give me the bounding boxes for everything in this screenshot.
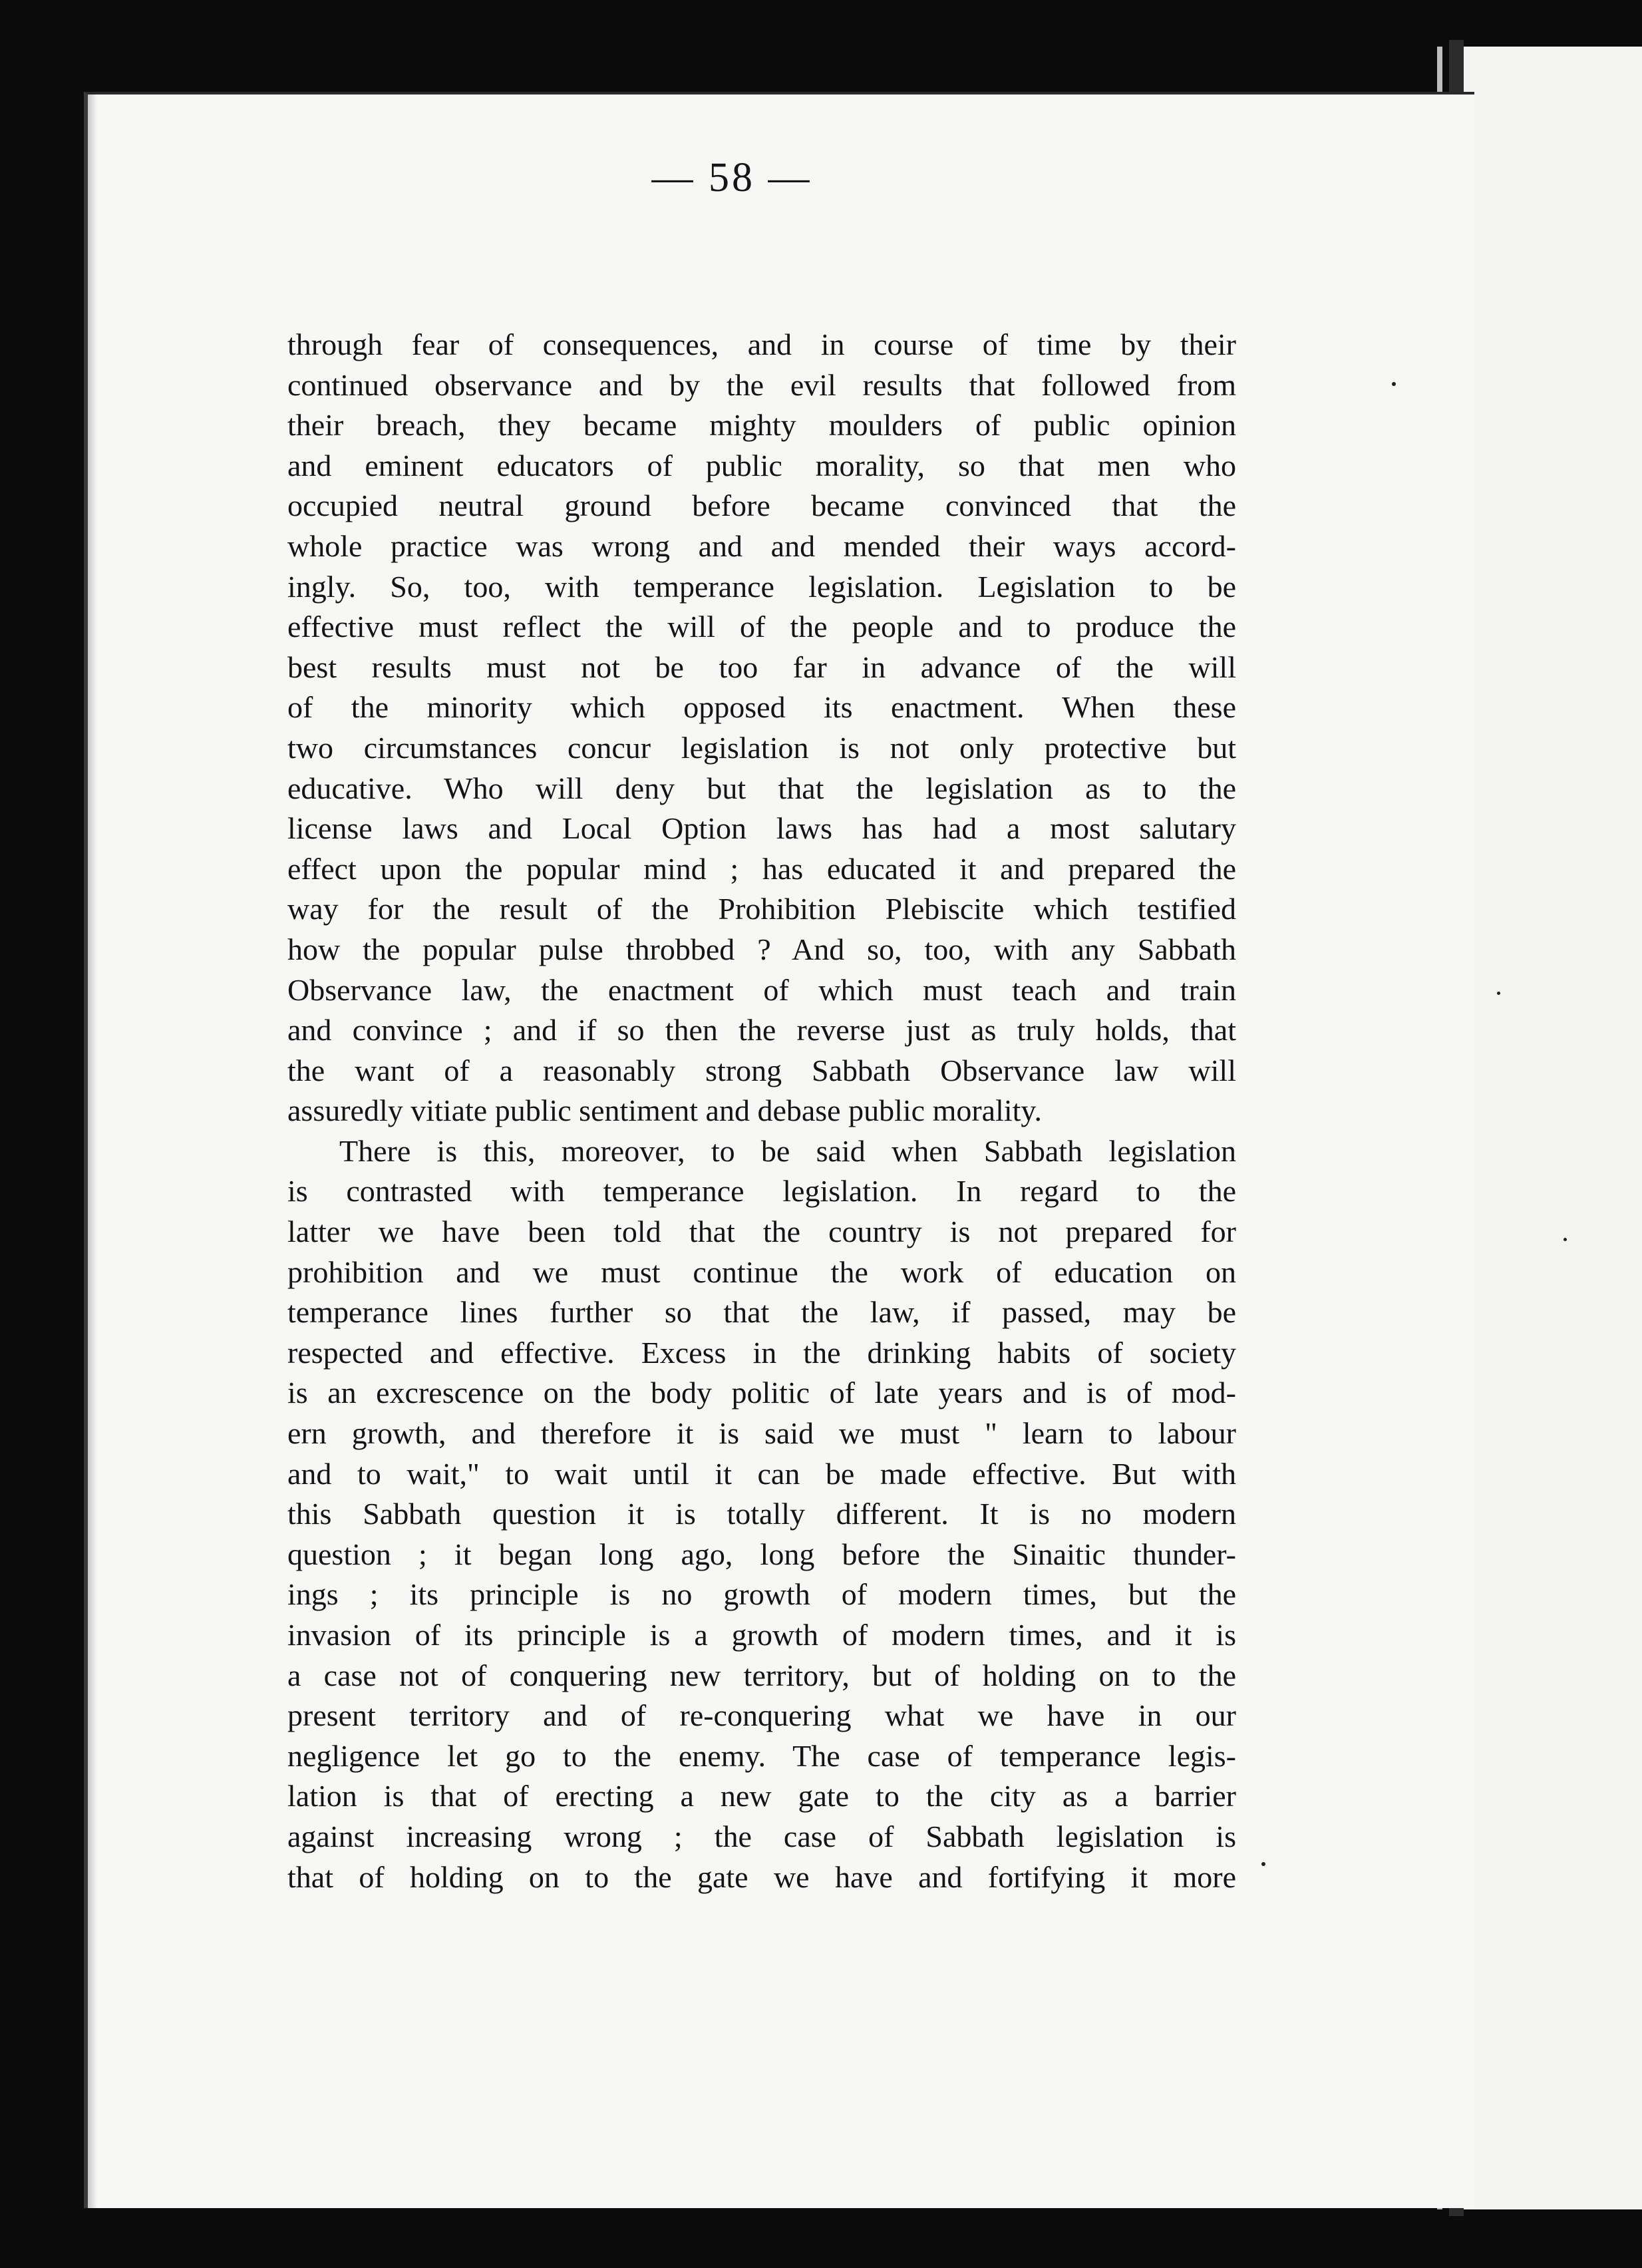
text-line: against increasing wrong ; the case of Sabbath legislation is bbox=[287, 1819, 1236, 1853]
text-line: question ; it began long ago, long before the Sinaitic thunder- bbox=[287, 1537, 1236, 1571]
text-line: occupied neutral ground before became convinced that the bbox=[287, 488, 1236, 523]
text-line: Observance law, the enactment of which must teach and train bbox=[287, 972, 1236, 1007]
text-line: best results must not be too far in advance of the will bbox=[287, 650, 1236, 684]
text-line: temperance lines further so that the law, if passed, may be bbox=[287, 1295, 1236, 1330]
text-line: ern growth, and therefore it is said we must " learn to labour bbox=[287, 1416, 1236, 1451]
text-line: effective must reflect the will of the people and to produce the bbox=[287, 610, 1236, 644]
text-line: way for the result of the Prohibition Plebiscite which testified bbox=[287, 892, 1236, 926]
text-line: effect upon the popular mind ; has educated it and prepared the bbox=[287, 851, 1236, 886]
text-line: assuredly vitiate public sentiment and debase public morality. bbox=[287, 1093, 1042, 1128]
text-line: whole practice was wrong and and mended their ways accord- bbox=[287, 528, 1236, 563]
text-line: prohibition and we must continue the work of education on bbox=[287, 1254, 1236, 1289]
text-line: latter we have been told that the country is not prepared for bbox=[287, 1215, 1236, 1249]
text-line: of the minority which opposed its enactment. When these bbox=[287, 690, 1236, 725]
text-line: ings ; its principle is no growth of modern times, but the bbox=[287, 1577, 1236, 1612]
text-line: license laws and Local Option laws has had a most salutary bbox=[287, 811, 1236, 846]
page-number: — 58 — bbox=[651, 155, 812, 200]
text-line: is an excrescence on the body politic of late years and is of mod- bbox=[287, 1376, 1236, 1410]
text-line: negligence let go to the enemy. The case of temperance legis- bbox=[287, 1738, 1236, 1773]
text-line: the want of a reasonably strong Sabbath Observance law will bbox=[287, 1053, 1236, 1087]
scan-speck bbox=[1392, 382, 1396, 386]
text-line: a case not of conquering new territory, but of holding on to the bbox=[287, 1658, 1236, 1692]
text-line: ingly. So, too, with temperance legislation. Legislation to be bbox=[287, 569, 1236, 604]
text-line: is contrasted with temperance legislation. In regard to the bbox=[287, 1174, 1236, 1209]
text-line: There is this, moreover, to be said when Sabbath legislation bbox=[339, 1133, 1236, 1168]
text-line: and convince ; and if so then the reverse just as truly holds, that bbox=[287, 1013, 1236, 1047]
text-line: invasion of its principle is a growth of modern times, and it is bbox=[287, 1618, 1236, 1652]
text-line: and to wait," to wait until it can be made effective. But with bbox=[287, 1456, 1236, 1491]
text-line: how the popular pulse throbbed ? And so, too, with any Sabbath bbox=[287, 932, 1236, 966]
adjacent-page bbox=[1457, 47, 1642, 2209]
scan-speck bbox=[1261, 1862, 1265, 1866]
text-line: that of holding on to the gate we have and fortifying it more bbox=[287, 1859, 1236, 1894]
text-line: respected and effective. Excess in the drinking habits of society bbox=[287, 1335, 1236, 1370]
text-line: two circumstances concur legislation is not only protective but bbox=[287, 730, 1236, 765]
text-line: their breach, they became mighty moulders of public opinion bbox=[287, 408, 1236, 443]
scan-speck bbox=[1497, 992, 1500, 995]
text-line: and eminent educators of public morality, so that men who bbox=[287, 448, 1236, 482]
text-line: through fear of consequences, and in course of time by their bbox=[287, 327, 1236, 361]
scan-speck bbox=[1563, 1238, 1567, 1241]
text-line: this Sabbath question it is totally different. It is no modern bbox=[287, 1497, 1236, 1531]
text-line: continued observance and by the evil results that followed from bbox=[287, 367, 1236, 402]
text-line: lation is that of erecting a new gate to the city as a barrier bbox=[287, 1779, 1236, 1813]
text-line: educative. Who will deny but that the legislation as to the bbox=[287, 771, 1236, 805]
text-line: present territory and of re-conquering what we have in our bbox=[287, 1698, 1236, 1733]
body-text bbox=[287, 325, 1236, 1897]
